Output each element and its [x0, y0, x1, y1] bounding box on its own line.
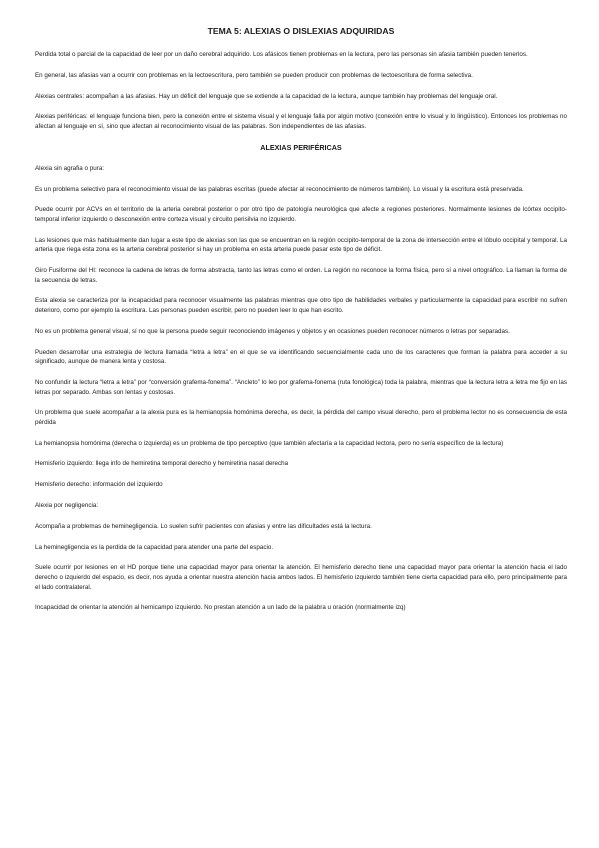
paragraph: En general, las afasias van a ocurrir con problemas en la lectoescritura, pero también se pueden producir con problemas de lectoescritura de forma selectiva. [35, 71, 473, 79]
paragraph: Acompaña a problemas de heminegligencia. Lo suelen sufrir pacientes con afasias y entre las dificultades está la lectura. [35, 522, 372, 530]
paragraph: Un problema que suele acompañar a la alexia pura es la hemianopsia homónima derecha, es decir, la pérdida del campo visual derecho, pero el problema lector no es consecuencia de esta pérdida [35, 409, 567, 426]
paragraph: Giro Fusiforme del HI: reconoce la cadena de letras de forma abstracta, tanto las letras como el orden. La región no reconoce la forma física, pero sí a nivel ortográfico. La llaman la forma de la secuencia de letras. [35, 267, 567, 284]
subheading: Alexia sin agrafia o pura: [35, 164, 105, 172]
paragraph: No confundir la lectura “letra a letra” por “conversión grafema-fonema”. “Ancleto” lo leo por grafema-fonema (ruta fonológica) toda la palabra, mientras que la lectura letra a letra me fijo en las letras por separado. Ambas son lentas y costosas. [35, 378, 567, 396]
paragraph: Puede ocurrir por ACVs en el territorio de la arteria cerebral posterior o por otro tipo de patología neurológica que afecte a regiones posteriores. Normalmente lesiones de lcórtex occipito- temporal inferior izquierdo o desconexión entre corteza visual y circuito perisilvia no izquierdo. [35, 206, 567, 223]
paragraph: Alexias centrales: acompañan a las afasias. Hay un déficit del lenguaje que se extiende a la capacidad de la lectura, aunque también hay problemas del lenguaje oral. [35, 92, 498, 100]
paragraph: Perdida total o parcial de la capacidad de leer por un daño cerebral adquirido. Los afásicos tienen problemas en la lectura, pero las personas sin afasia también pueden tenerlos. [35, 51, 528, 58]
page-title: TEMA 5: ALEXIAS O DISLEXIAS ADQUIRIDAS [207, 26, 395, 36]
paragraph: Es un problema selectivo para el reconocimiento visual de las palabras escritas (puede afectar al reconocimiento de números también). Lo visual y la escritura está preservada. [35, 185, 524, 193]
paragraph: Suele ocurrir por lesiones en el HD porque tiene una capacidad mayor para orientar la atención. El hemisferio derecho tiene una capacidad mayor para orientar la atención hacia el lado derecho o izquierdo del espacio, es decir, nos ayuda a orientar nuestra atención hacia ambos lados. El hemisferio izquierdo también tiene cierta capacidad para ello, pero principalmente para el lado contralateral. [35, 564, 567, 591]
subheading: Alexia por negligencia: [35, 502, 99, 510]
paragraph: Pueden desarrollar una estrategia de lectura llamada “letra a letra” en el que se va identificando secuencialmente cada uno de los caracteres que forman la palabra para acceder a su significado, aunque de manera lenta y costosa. [35, 348, 567, 366]
paragraph: La hemianopsia homónima (derecha o izquierda) es un problema de tipo perceptivo (que también afectaría a la capacidad lectora, pero no sería específico de la lectura) [35, 439, 504, 447]
paragraph: Hemisferio derecho: información del izquierdo [35, 481, 163, 489]
paragraph: Alexias periféricas: el lenguaje funciona bien, pero la conexión entre el sistema visual y el lenguaje falla por algún motivo (conexión entre lo visual y lo lingüístico). Entonces los problemas no afectan al lenguaje en sí, sino que afectan al reconocimiento visual de las palabras. Son independientes de las afasias. [35, 113, 567, 130]
paragraph: No es un problema general visual, sí no que la persona puede seguir reconociendo imágenes y objetos y en ocasiones pueden reconocer números o letras por separadas. [35, 327, 510, 335]
paragraph: Esta alexia se caracteriza por la incapacidad para reconocer visualmente las palabras mientras que otro tipo de habilidades verbales y particularmente la capacidad para escribir no sufren deterioro, como por ejemplo la escritura. Las personas pueden escribir, pero no pueden leer lo que han escrito. [35, 297, 567, 314]
paragraph: Incapacidad de orientar la atención al hemicampo izquierdo. No prestan atención a un lado de la palabra u oración (normalmente izq) [35, 604, 406, 612]
paragraph: Hemisferio izquierdo: llega info de hemiretina temporal derecho y hemiretina nasal derecha [35, 460, 289, 468]
paragraph: Las lesiones que más habitualmente dan lugar a este tipo de alexias son las que se encuentran en la región occipito-temporal de la zona de intersección entre el lóbulo occipital y temporal. La arteria que riega esta zona es la arteria cerebral posterior si hay un problema en esta arteria puede pasar este tipo de déficit. [35, 236, 567, 254]
section-title: ALEXIAS PERIFÉRICAS [260, 142, 342, 152]
paragraph: La heminegligencia es la perdida de la capacidad para atender una parte del espacio. [35, 543, 274, 551]
